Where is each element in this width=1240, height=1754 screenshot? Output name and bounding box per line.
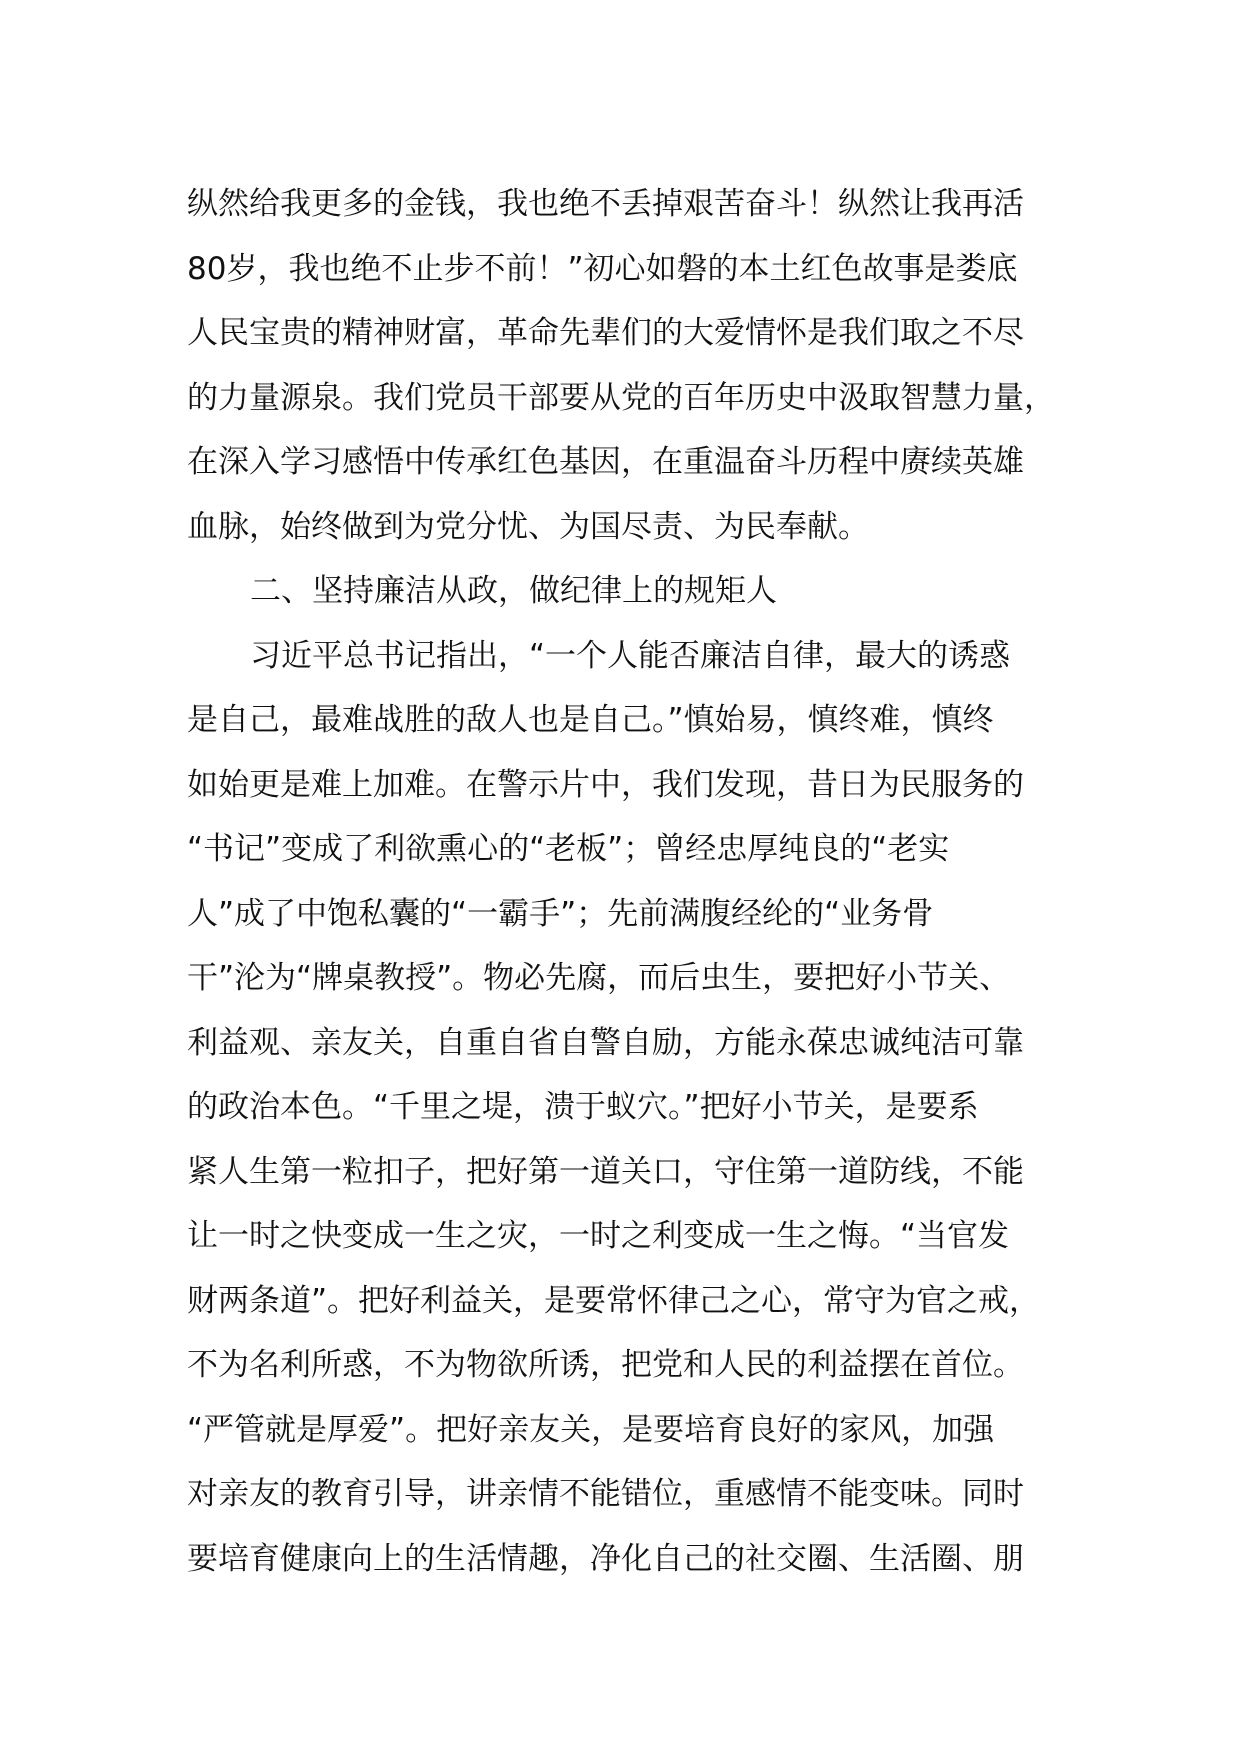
text-line: 要培育健康向上的生活情趣，净化自己的社交圈、生活圈、朋 <box>187 1540 1024 1577</box>
text-line: “严管就是厚爱”。把好亲友关，是要培育良好的家风，加强 <box>187 1411 995 1448</box>
text-line: 人民宝贵的精神财富，革命先辈们的大爱情怀是我们取之不尽 <box>187 315 1024 351</box>
text-line: 干”沦为“牌桌教授”。物必先腐，而后虫生，要把好小节关、 <box>187 960 1011 996</box>
text-line: 利益观、亲友关，自重自省自警自励，方能永葆忠诚纯洁可靠 <box>187 1024 1024 1061</box>
text-line: 的政治本色。“千里之堤，溃于蚁穴。”把好小节关，是要系 <box>187 1089 979 1125</box>
text-line: 纵然给我更多的金钱，我也绝不丢掉艰苦奋斗！纵然让我再活 <box>187 186 1024 222</box>
text-line: 不为名利所惑，不为物欲所诱，把党和人民的利益摆在首位。 <box>187 1347 1024 1383</box>
text-line: 习近平总书记指出，“一个人能否廉洁自律，最大的诱惑 <box>250 637 1011 674</box>
document-body <box>187 172 1087 1591</box>
text-line: 的力量源泉。我们党员干部要从党的百年历史中汲取智慧力量， <box>187 379 1055 416</box>
text-line: 是自己，最难战胜的敌人也是自己。”慎始易，慎终难，慎终 <box>187 702 994 738</box>
section-heading: 二、坚持廉洁从政，做纪律上的规矩人 <box>250 573 777 609</box>
text-line: 血脉，始终做到为党分忧、为国尽责、为民奉献。 <box>187 508 869 545</box>
text-line: 人”成了中饱私囊的“一霸手”；先前满腹经纶的“业务骨 <box>187 895 934 932</box>
text-line: 紧人生第一粒扣子，把好第一道关口，守住第一道防线，不能 <box>187 1153 1024 1190</box>
text-line: 80岁，我也绝不止步不前！”初心如磐的本土红色故事是娄底 <box>187 250 1018 287</box>
text-line: 对亲友的教育引导，讲亲情不能错位，重感情不能变味。同时 <box>187 1476 1024 1512</box>
text-line: “书记”变成了利欲熏心的“老板”；曾经忠厚纯良的“老实 <box>187 831 950 867</box>
text-line: 财两条道”。把好利益关，是要常怀律己之心，常守为官之戒， <box>187 1282 1041 1319</box>
text-line: 让一时之快变成一生之灾，一时之利变成一生之悔。“当官发 <box>187 1218 1010 1254</box>
text-line: 在深入学习感悟中传承红色基因，在重温奋斗历程中赓续英雄 <box>187 444 1024 480</box>
text-line: 如始更是难上加难。在警示片中，我们发现，昔日为民服务的 <box>187 766 1024 803</box>
